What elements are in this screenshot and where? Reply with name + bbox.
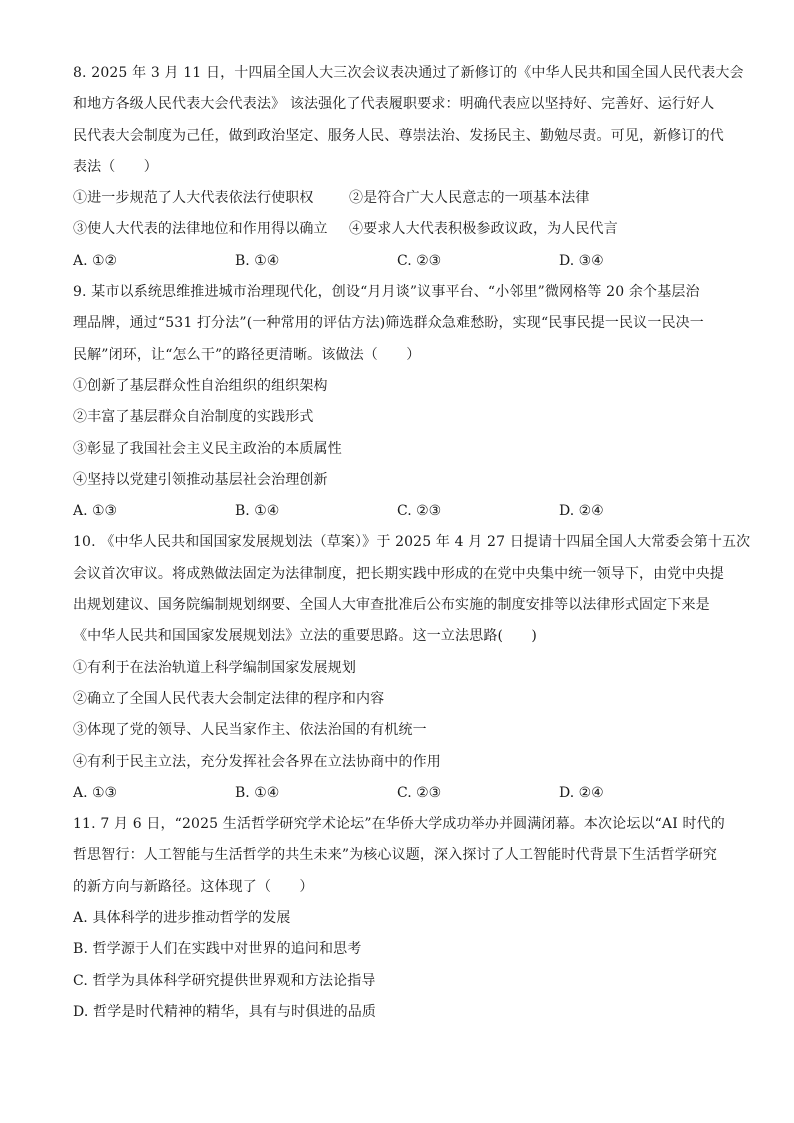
question-stem-line: 9. 某市以系统思维推进城市治理现代化，创设“月月谈”议事平台、“小邻里”微网格等 20 余个基层治 xyxy=(73,284,700,301)
statement-item: ③彰显了我国社会主义民主政治的本质属性 xyxy=(73,440,342,457)
statement-row xyxy=(73,214,723,245)
question-stem-line: 表法（ ） xyxy=(73,158,158,175)
statement-item: ②确立了全国人民代表大会制定法律的程序和内容 xyxy=(73,690,385,707)
question-10 xyxy=(73,527,751,809)
statement-row xyxy=(73,183,723,214)
statement-item: ①创新了基层群众性自治组织的组织架构 xyxy=(73,377,328,394)
answer-options xyxy=(73,496,723,527)
option-a: A. ①② xyxy=(73,252,118,269)
option-a: A. ①③ xyxy=(73,503,118,520)
question-stem-line: 哲思智行：人工智能与生活哲学的共生未来”为核心议题，深入探讨了人工智能时代背景下生活哲学研究 xyxy=(73,847,718,864)
question-stem-line: 理品牌，通过“531 打分法”(一种常用的评估方法)筛选群众急难愁盼，实现“民事民提一民议一民决一 xyxy=(73,315,704,332)
question-stem-line: 10. 《中华人民共和国国家发展规划法（草案）》于 2025 年 4 月 27 日提请十四届全国人大常委会第十五次 xyxy=(73,534,751,551)
answer-options xyxy=(73,246,723,277)
statement-item: ③使人大代表的法律地位和作用得以确立 xyxy=(73,221,328,238)
statement-item: ④坚持以党建引领推动基层社会治理创新 xyxy=(73,471,328,488)
statement-item: ④要求人大代表积极参政议政，为人民代言 xyxy=(349,221,618,238)
option-b: B. ①④ xyxy=(235,252,280,269)
question-stem-line: 11. 7 月 6 日，“2025 生活哲学研究学术论坛”在华侨大学成功举办并圆满闭幕。本次论坛以“AI 时代的 xyxy=(73,816,725,833)
statement-item: ①有利于在法治轨道上科学编制国家发展规划 xyxy=(73,659,356,676)
option-a: A. ①③ xyxy=(73,784,118,801)
question-stem-line: 民解”闭环，让“怎么干”的路径更清晰。该做法（ ） xyxy=(73,346,421,363)
statement-item: ④有利于民主立法，充分发挥社会各界在立法协商中的作用 xyxy=(73,753,441,770)
choice-d: D. 哲学是时代精神的精华，具有与时俱进的品质 xyxy=(73,1003,377,1020)
choice-c: C. 哲学为具体科学研究提供世界观和方法论指导 xyxy=(73,972,376,989)
question-stem-line: 《中华人民共和国国家发展规划法》立法的重要思路。这一立法思路( ) xyxy=(73,628,538,645)
option-b: B. ①④ xyxy=(235,784,280,801)
answer-options xyxy=(73,778,723,809)
question-8 xyxy=(73,58,744,277)
option-d: D. ③④ xyxy=(559,252,604,269)
statement-item: ③体现了党的领导、人民当家作主、依法治国的有机统一 xyxy=(73,722,427,739)
option-c: C. ②③ xyxy=(397,784,442,801)
choice-b: B. 哲学源于人们在实践中对世界的追问和思考 xyxy=(73,941,362,958)
question-stem-line: 民代表大会制度为己任，做到政治坚定、服务人民、尊崇法治、发扬民主、勤勉尽责。可见，新修订的代 xyxy=(73,127,724,144)
option-b: B. ①④ xyxy=(235,503,280,520)
exam-page xyxy=(73,58,751,1028)
question-stem-line: 和地方各级人民代表大会代表法》 该法强化了代表履职要求：明确代表应以坚持好、完善好、运行好人 xyxy=(73,96,715,113)
option-d: D. ②④ xyxy=(559,784,604,801)
choice-a: A. 具体科学的进步推动哲学的发展 xyxy=(73,910,291,927)
option-c: C. ②③ xyxy=(397,503,442,520)
option-c: C. ②③ xyxy=(397,252,442,269)
question-9 xyxy=(73,277,723,527)
statement-item: ①进一步规范了人大代表依法行使职权 xyxy=(73,190,314,207)
statement-item: ②是符合广大人民意志的一项基本法律 xyxy=(349,190,590,207)
question-stem-line: 8. 2025 年 3 月 11 日，十四届全国人大三次会议表决通过了新修订的《中华人民共和国全国人民代表大会 xyxy=(73,65,744,81)
question-stem-line: 出规划建议、国务院编制规划纲要、全国人大审查批准后公布实施的制度安排等以法律形式固定下来是 xyxy=(73,597,710,614)
question-11 xyxy=(73,809,723,1028)
question-stem-line: 会议首次审议。将成熟做法固定为法律制度，把长期实践中形成的在党中央集中统一领导下，由党中央提 xyxy=(73,565,724,582)
option-d: D. ②④ xyxy=(559,503,604,520)
question-stem-line: 的新方向与新路径。这体现了（ ） xyxy=(73,878,314,895)
statement-item: ②丰富了基层群众自治制度的实践形式 xyxy=(73,409,314,426)
